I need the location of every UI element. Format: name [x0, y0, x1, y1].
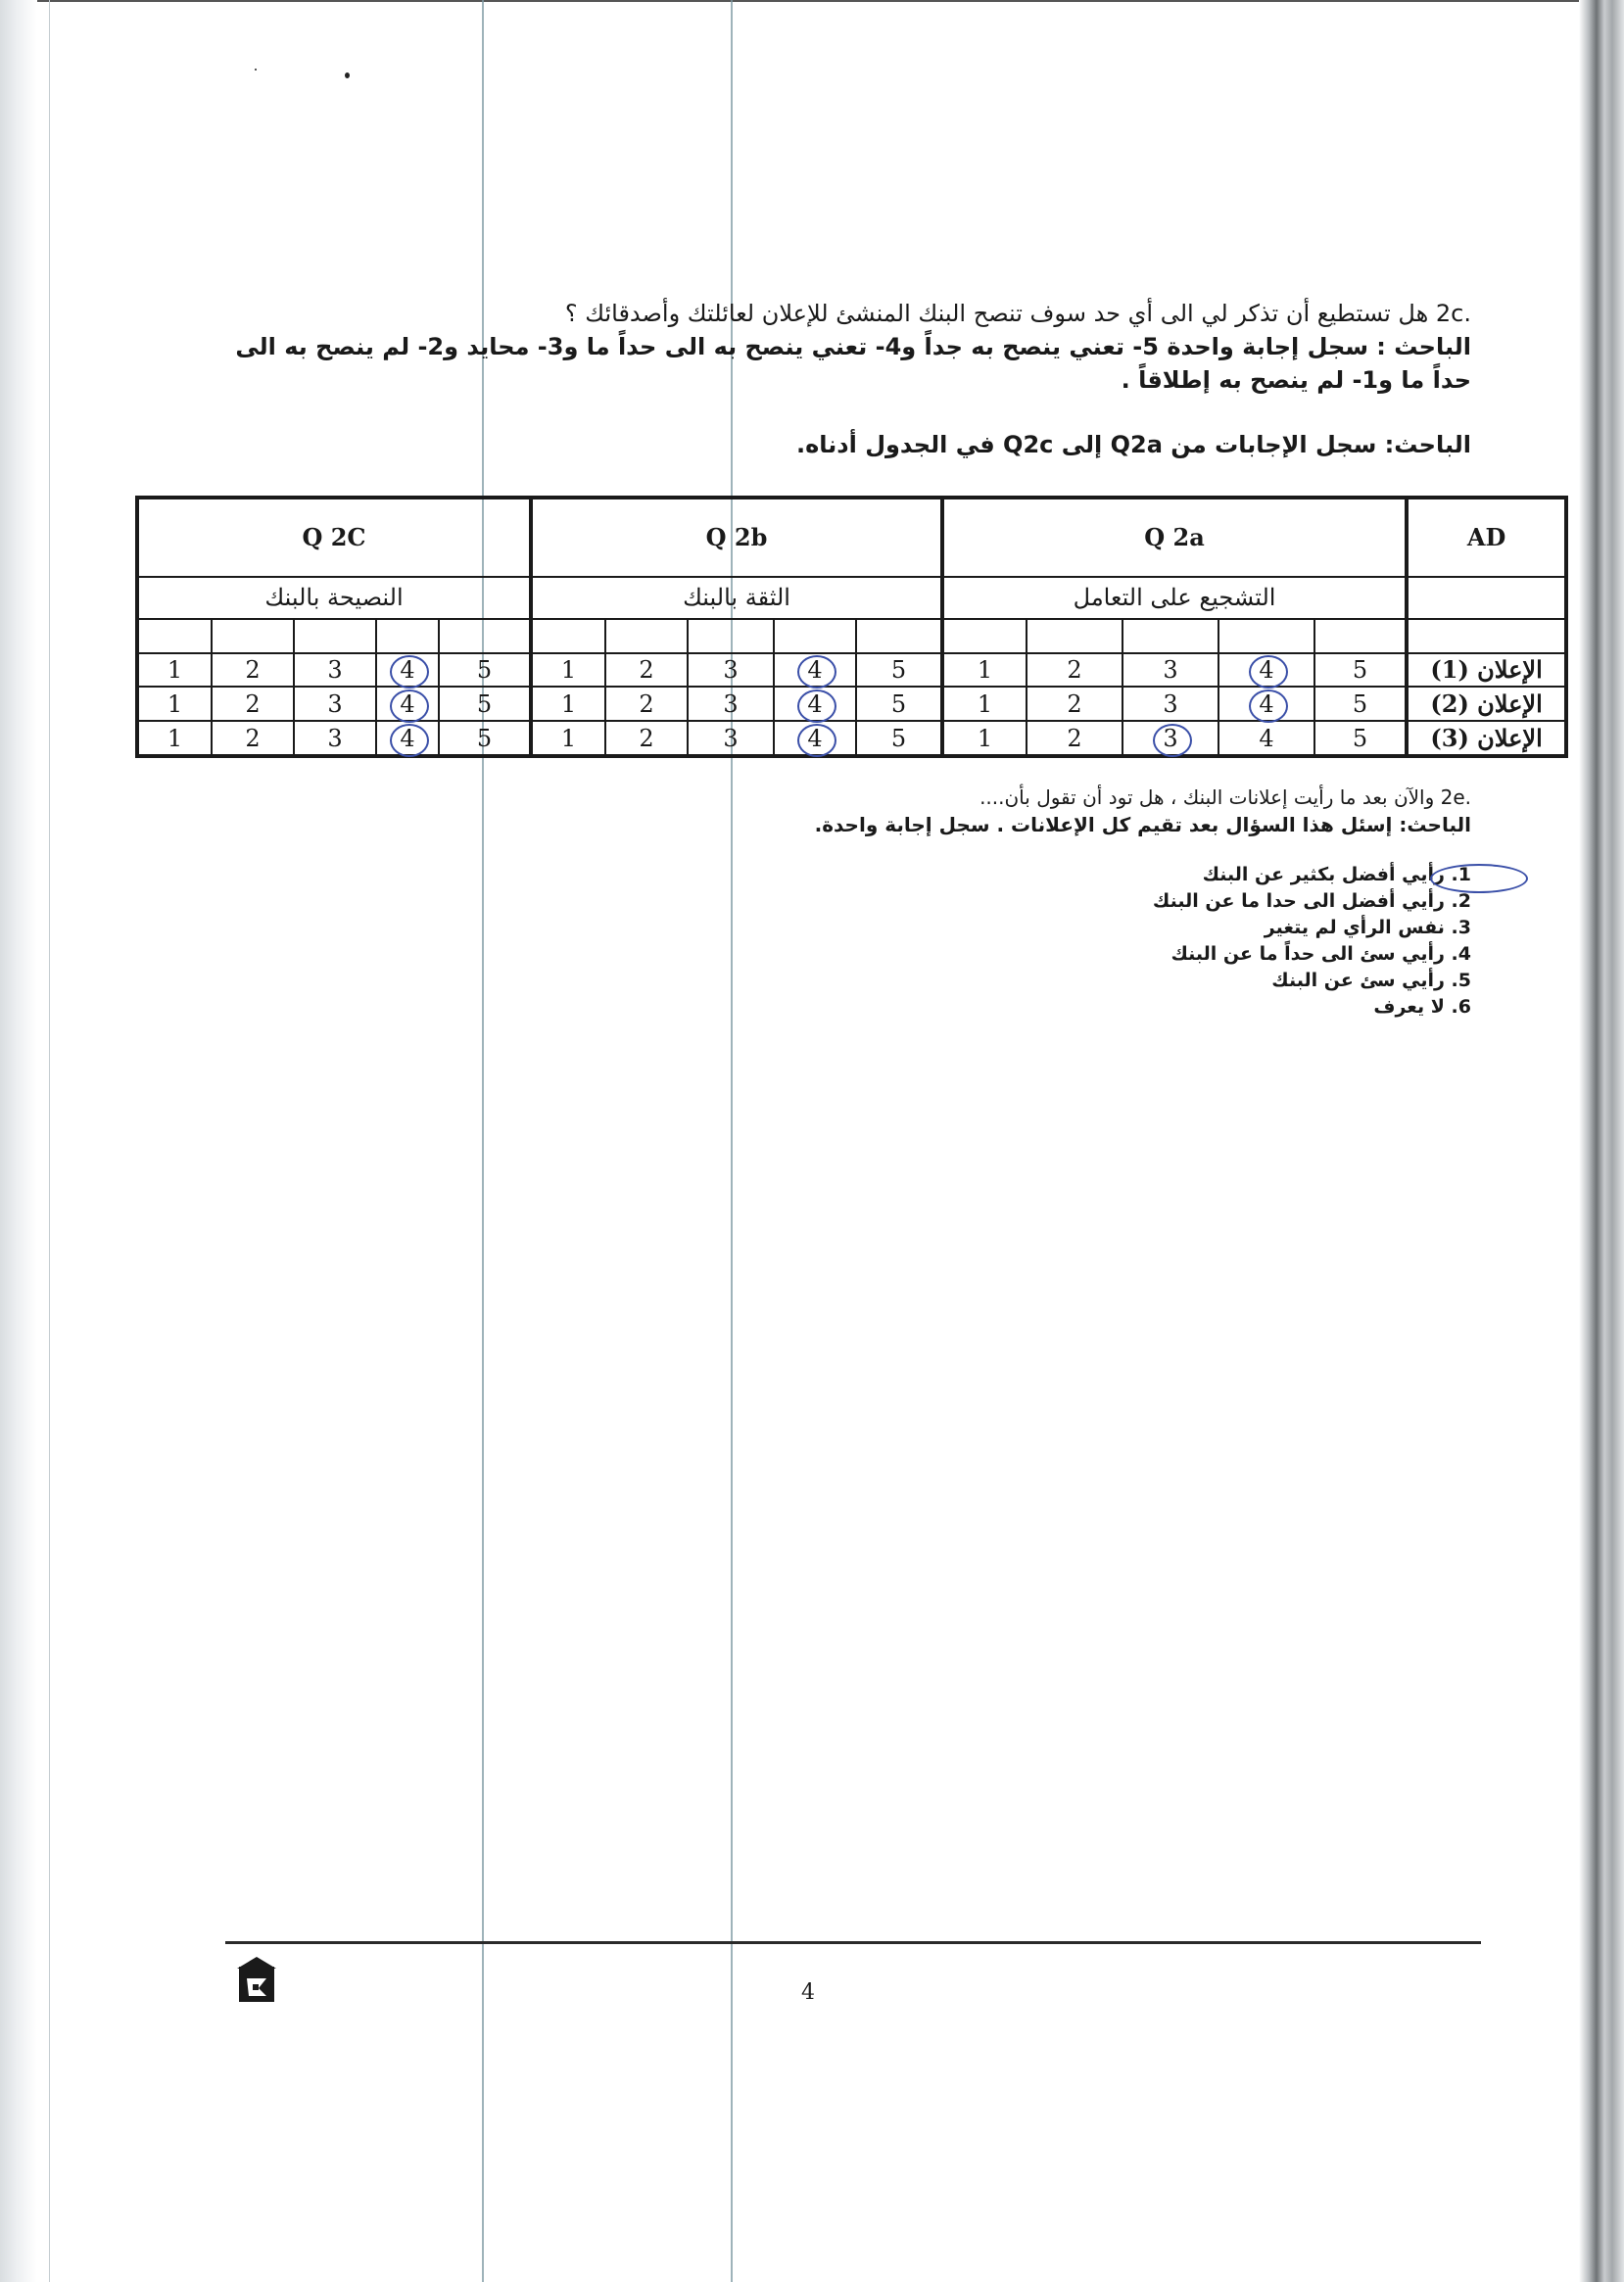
- selected-option-circle: [1430, 864, 1528, 893]
- page-number: 4: [801, 1980, 815, 2005]
- group-header-q2a: Q 2a: [942, 498, 1407, 577]
- scale-cell[interactable]: 2: [1027, 687, 1122, 721]
- table-instruction: الباحث: سجل الإجابات من Q2a إلى Q2c في الجدول أدناه.: [795, 431, 1471, 458]
- scale-cell[interactable]: 2: [605, 687, 688, 721]
- dust-speck: [255, 69, 257, 71]
- scale-cell[interactable]: 2: [605, 721, 688, 756]
- scale-cell[interactable]: 5: [1314, 687, 1407, 721]
- scale-cell-selected[interactable]: 4: [1218, 653, 1314, 688]
- blank-cell: [1027, 619, 1122, 653]
- blank-cell: [605, 619, 688, 653]
- ad-column-header: AD: [1407, 498, 1566, 577]
- group-label-q2c: النصيحة بالبنك: [137, 577, 531, 619]
- answer-option[interactable]: 6. لا يعرف: [1373, 996, 1471, 1018]
- blank-cell: [439, 619, 531, 653]
- dust-speck: [345, 72, 350, 78]
- footer-rule: [225, 1941, 1481, 1944]
- publisher-logo-icon: [237, 1957, 276, 2006]
- scale-cell[interactable]: 2: [212, 653, 294, 688]
- blank-cell: [688, 619, 774, 653]
- scale-cell[interactable]: 5: [1314, 721, 1407, 756]
- question-2c-instruction: الباحث : سجل إجابة واحدة 5- تعني ينصح به جداً و4- تعني ينصح به الى حداً ما و3- محايد و2- لم ينصح به الى حداً ما و1- لم ينصح به إطلاقاً .: [235, 333, 1471, 394]
- scale-cell[interactable]: 1: [137, 653, 212, 688]
- blank-cell: [137, 619, 212, 653]
- scale-cell-selected[interactable]: 4: [1218, 687, 1314, 721]
- row-label: الإعلان (3): [1407, 721, 1566, 756]
- scale-cell[interactable]: 1: [942, 653, 1027, 688]
- blank-cell: [212, 619, 294, 653]
- blank-cell: [856, 619, 942, 653]
- scale-cell[interactable]: 3: [688, 653, 774, 688]
- row-label: الإعلان (2): [1407, 687, 1566, 721]
- scale-cell[interactable]: 3: [294, 653, 376, 688]
- question-2e-instruction: الباحث: إسئل هذا السؤال بعد تقيم كل الإعلانات . سجل إجابة واحدة.: [814, 813, 1471, 836]
- scale-cell[interactable]: 3: [294, 687, 376, 721]
- scale-cell[interactable]: 3: [688, 687, 774, 721]
- answer-option[interactable]: 1. رأيي أفضل بكثير عن البنك: [1202, 864, 1471, 885]
- answer-option[interactable]: 2. رأيي أفضل الى حدا ما عن البنك: [1152, 890, 1471, 912]
- group-label-q2a: التشجيع على التعامل: [942, 577, 1407, 619]
- blank-cell: [1218, 619, 1314, 653]
- scan-edge-top: [0, 0, 1624, 2]
- scale-cell[interactable]: 1: [531, 721, 605, 756]
- blank-cell: [1407, 619, 1566, 653]
- row-label: الإعلان (1): [1407, 653, 1566, 688]
- scale-cell[interactable]: 2: [1027, 721, 1122, 756]
- answer-option[interactable]: 4. رأيي سئ الى حداً ما عن البنك: [1170, 943, 1471, 965]
- scale-cell[interactable]: 1: [942, 721, 1027, 756]
- scale-cell-selected[interactable]: 4: [376, 687, 439, 721]
- question-2e: [686, 784, 1471, 838]
- scale-cell[interactable]: 1: [531, 653, 605, 688]
- table-row: [137, 687, 1566, 721]
- table-row: [137, 721, 1566, 756]
- scale-cell-selected[interactable]: 4: [376, 721, 439, 756]
- scale-cell-selected[interactable]: 4: [376, 653, 439, 688]
- answer-option[interactable]: 5. رأيي سئ عن البنك: [1271, 970, 1471, 991]
- scale-cell[interactable]: 1: [531, 687, 605, 721]
- blank-cell: [774, 619, 856, 653]
- scan-line-left: [49, 0, 50, 2282]
- blank-cell: [1314, 619, 1407, 653]
- blank-cell: [294, 619, 376, 653]
- scale-cell[interactable]: 2: [1027, 653, 1122, 688]
- response-table: [135, 496, 1568, 758]
- scale-cell-selected[interactable]: 3: [1122, 721, 1218, 756]
- scale-cell-selected[interactable]: 4: [774, 721, 856, 756]
- scale-cell[interactable]: 3: [294, 721, 376, 756]
- scale-cell[interactable]: 5: [439, 721, 531, 756]
- scale-cell[interactable]: 2: [605, 653, 688, 688]
- scale-cell[interactable]: 5: [439, 687, 531, 721]
- answer-options: [882, 862, 1471, 1021]
- group-header-q2c: Q 2C: [137, 498, 531, 577]
- scale-cell[interactable]: 2: [212, 721, 294, 756]
- question-2e-text: .2e والآن بعد ما رأيت إعلانات البنك ، هل تود أن تقول بأن....: [979, 785, 1471, 809]
- scale-cell[interactable]: 3: [1122, 653, 1218, 688]
- question-2c: [225, 297, 1471, 397]
- question-2c-text: .2c هل تستطيع أن تذكر لي الى أي حد سوف تنصح البنك المنشئ للإعلان لعائلتك وأصدقائك ؟: [564, 300, 1471, 327]
- group-header-q2b: Q 2b: [531, 498, 942, 577]
- scale-cell[interactable]: 5: [439, 653, 531, 688]
- scan-edge-left: [0, 0, 37, 2282]
- blank-cell: [531, 619, 605, 653]
- scale-cell[interactable]: 5: [856, 721, 942, 756]
- scale-cell[interactable]: 3: [1122, 687, 1218, 721]
- blank-cell: [1122, 619, 1218, 653]
- scale-cell[interactable]: 3: [688, 721, 774, 756]
- scale-cell[interactable]: 4: [1218, 721, 1314, 756]
- group-label-q2b: الثقة بالبنك: [531, 577, 942, 619]
- scale-cell[interactable]: 1: [942, 687, 1027, 721]
- scale-cell[interactable]: 5: [856, 653, 942, 688]
- scale-cell-selected[interactable]: 4: [774, 653, 856, 688]
- ad-column-subheader: [1407, 577, 1566, 619]
- scale-cell[interactable]: 5: [1314, 653, 1407, 688]
- scale-cell[interactable]: 1: [137, 721, 212, 756]
- scale-cell-selected[interactable]: 4: [774, 687, 856, 721]
- scale-cell[interactable]: 1: [137, 687, 212, 721]
- blank-cell: [942, 619, 1027, 653]
- answer-option[interactable]: 3. نفس الرأي لم يتغير: [1264, 917, 1471, 938]
- scan-edge-right: [1579, 0, 1624, 2282]
- blank-cell: [376, 619, 439, 653]
- table-row: [137, 653, 1566, 688]
- scale-cell[interactable]: 2: [212, 687, 294, 721]
- scale-cell[interactable]: 5: [856, 687, 942, 721]
